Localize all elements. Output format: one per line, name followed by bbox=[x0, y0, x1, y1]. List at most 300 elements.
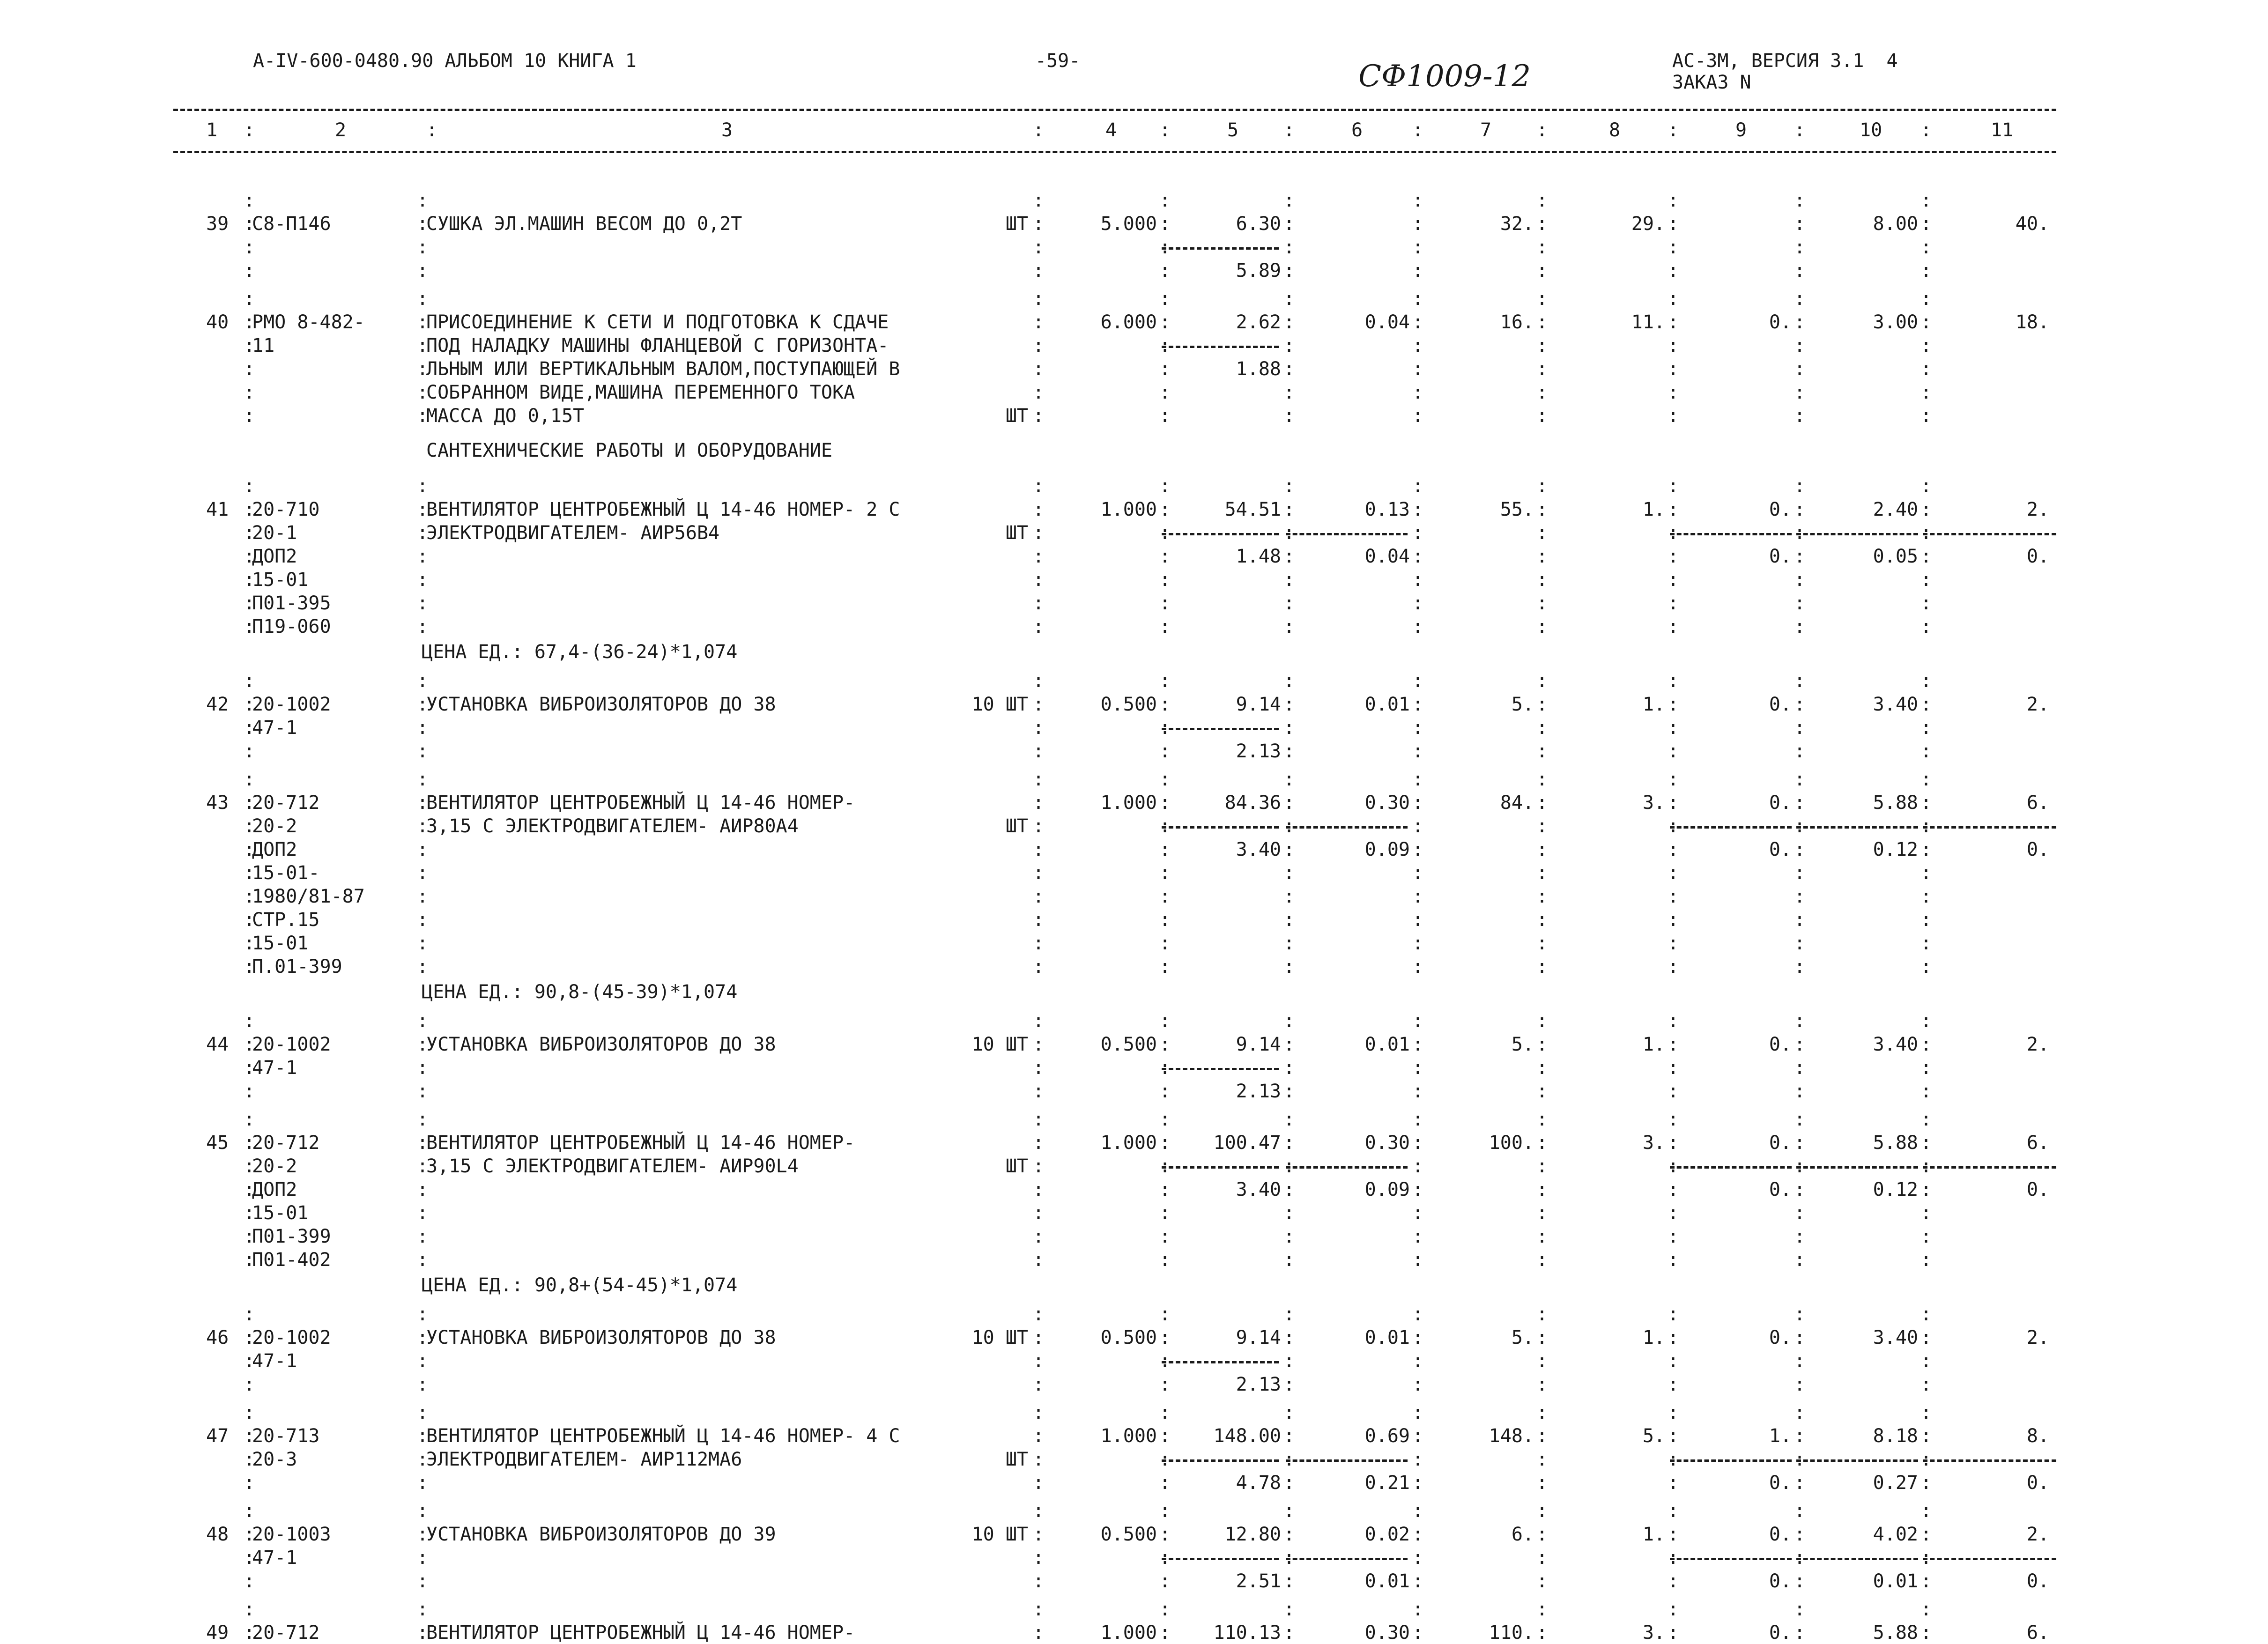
row-separator: : bbox=[1159, 1179, 1171, 1200]
rate-code: 20-712 bbox=[252, 792, 320, 814]
row-separator: : bbox=[1412, 475, 1424, 497]
row-separator: : bbox=[1536, 213, 1548, 235]
row-separator: : bbox=[1536, 569, 1548, 591]
work-description: ПОД НАЛАДКУ МАШИНЫ ФЛАНЦЕВОЙ С ГОРИЗОНТА- bbox=[426, 335, 889, 356]
row-separator: : bbox=[1920, 260, 1932, 281]
row-separator: : bbox=[1033, 815, 1045, 837]
row-separator: : bbox=[1283, 815, 1295, 837]
row-separator: : bbox=[1283, 1034, 1295, 1055]
row-separator: : bbox=[1283, 1010, 1295, 1032]
row-separator: : bbox=[1536, 956, 1548, 978]
row-separator: : bbox=[1668, 1472, 1679, 1494]
value-c10b: 0.12 bbox=[1873, 839, 1918, 860]
work-description: УСТАНОВКА ВИБРОИЗОЛЯТОРОВ ДО 38 bbox=[426, 694, 776, 715]
row-separator: : bbox=[1412, 1327, 1424, 1348]
value-c9: 1. bbox=[1769, 1425, 1792, 1447]
row-separator: : bbox=[1159, 405, 1171, 427]
work-description: ВЕНТИЛЯТОР ЦЕНТРОБЕЖНЫЙ Ц 14-46 НОМЕР- 2 С bbox=[426, 499, 900, 520]
column-header-4: 4 bbox=[1105, 119, 1117, 141]
row-separator: : bbox=[1283, 1226, 1295, 1247]
row-separator: : bbox=[1412, 1350, 1424, 1372]
row-separator: : bbox=[417, 190, 429, 211]
row-separator: : bbox=[1033, 670, 1045, 692]
row-separator: : bbox=[417, 1350, 429, 1372]
row-separator: : bbox=[1920, 1402, 1932, 1423]
rate-code-line: 47-1 bbox=[252, 717, 297, 739]
row-separator: : bbox=[1794, 670, 1806, 692]
value-c11: 2. bbox=[2026, 1034, 2049, 1055]
row-separator: : bbox=[1920, 335, 1932, 356]
value-c6: 0.13 bbox=[1364, 499, 1410, 520]
value-c5b: 3.40 bbox=[1236, 839, 1281, 860]
row-separator: : bbox=[1536, 1599, 1548, 1620]
row-separator: : bbox=[1412, 670, 1424, 692]
row-separator: : bbox=[1033, 839, 1045, 860]
row-separator: : bbox=[244, 1034, 255, 1055]
subtotal-rule bbox=[1923, 533, 2056, 535]
row-separator: : bbox=[1794, 1374, 1806, 1395]
row-separator: : bbox=[244, 694, 255, 715]
row-separator: : bbox=[1159, 862, 1171, 884]
row-separator: : bbox=[1412, 260, 1424, 281]
row-separator: : bbox=[1794, 1249, 1806, 1271]
value-c4: 5.000 bbox=[1100, 213, 1157, 235]
row-separator: : bbox=[1283, 909, 1295, 931]
row-separator: : bbox=[244, 1425, 255, 1447]
row-separator: : bbox=[1794, 1081, 1806, 1102]
row-separator: : bbox=[1412, 1057, 1424, 1079]
row-separator: : bbox=[417, 933, 429, 954]
row-separator: : bbox=[1920, 1622, 1932, 1644]
row-separator: : bbox=[1033, 769, 1045, 790]
value-c11: 6. bbox=[2026, 1622, 2049, 1644]
rate-code: 20-1002 bbox=[252, 1327, 331, 1348]
rate-code: 20-1003 bbox=[252, 1524, 331, 1545]
row-separator: : bbox=[244, 1057, 255, 1079]
row-separator: : bbox=[244, 1402, 255, 1423]
row-separator: : bbox=[1668, 335, 1679, 356]
row-separator: : bbox=[1283, 311, 1295, 333]
row-separator: : bbox=[1159, 1155, 1171, 1177]
row-separator: : bbox=[1536, 522, 1548, 544]
rate-code: 20-712 bbox=[252, 1132, 320, 1154]
row-separator: : bbox=[1159, 237, 1171, 258]
row-separator: : bbox=[244, 475, 255, 497]
row-separator: : bbox=[1159, 1599, 1171, 1620]
row-separator: : bbox=[1159, 1350, 1171, 1372]
row-separator: : bbox=[1283, 1524, 1295, 1545]
row-separator: : bbox=[1536, 1350, 1548, 1372]
row-separator: : bbox=[1283, 1350, 1295, 1372]
row-separator: : bbox=[1668, 1202, 1679, 1224]
row-separator: : bbox=[1668, 1303, 1679, 1325]
row-separator: : bbox=[1033, 1599, 1045, 1620]
row-separator: : bbox=[417, 616, 429, 637]
value-c7: 5. bbox=[1511, 1327, 1534, 1348]
row-separator: : bbox=[1668, 1132, 1679, 1154]
value-c6b: 0.21 bbox=[1364, 1472, 1410, 1494]
row-separator: : bbox=[1668, 1350, 1679, 1372]
row-separator: : bbox=[417, 358, 429, 380]
value-c8: 1. bbox=[1642, 694, 1665, 715]
row-separator: : bbox=[244, 769, 255, 790]
row-separator: : bbox=[417, 1374, 429, 1395]
row-separator: : bbox=[1283, 1132, 1295, 1154]
row-separator: : bbox=[1159, 1303, 1171, 1325]
row-separator: : bbox=[1412, 213, 1424, 235]
subtotal-rule bbox=[1162, 346, 1279, 348]
row-separator: : bbox=[1412, 769, 1424, 790]
row-separator: : bbox=[1794, 190, 1806, 211]
row-separator: : bbox=[417, 839, 429, 860]
row-separator: : bbox=[244, 1109, 255, 1130]
row-separator: : bbox=[1159, 1622, 1171, 1644]
row-separator: : bbox=[1159, 933, 1171, 954]
value-c11b: 0. bbox=[2026, 839, 2049, 860]
row-separator: : bbox=[244, 190, 255, 211]
row-number: 40 bbox=[206, 311, 229, 333]
rate-code-line: ДОП2 bbox=[252, 839, 297, 860]
row-number: 39 bbox=[206, 213, 229, 235]
row-separator: : bbox=[1536, 405, 1548, 427]
value-c9b: 0. bbox=[1769, 1179, 1792, 1200]
row-separator: : bbox=[1668, 1524, 1679, 1545]
row-separator: : bbox=[1159, 1472, 1171, 1494]
row-separator: : bbox=[1412, 1425, 1424, 1447]
row-separator: : bbox=[1920, 1010, 1932, 1032]
rate-code-line: 11 bbox=[252, 335, 275, 356]
subtotal-rule bbox=[1670, 826, 1792, 829]
row-separator: : bbox=[1920, 1303, 1932, 1325]
row-separator: : bbox=[1033, 499, 1045, 520]
row-separator: : bbox=[1794, 546, 1806, 567]
row-separator: : bbox=[1033, 311, 1045, 333]
row-separator: : bbox=[1920, 839, 1932, 860]
row-separator: : bbox=[1794, 1350, 1806, 1372]
rate-code-line: П19-060 bbox=[252, 616, 331, 637]
row-separator: : bbox=[1536, 1179, 1548, 1200]
value-c4: 1.000 bbox=[1100, 499, 1157, 520]
work-description: ВЕНТИЛЯТОР ЦЕНТРОБЕЖНЫЙ Ц 14-46 НОМЕР- 4 С bbox=[426, 1425, 900, 1447]
row-separator: : bbox=[1033, 382, 1045, 403]
row-separator: : bbox=[1283, 1249, 1295, 1271]
row-separator: : bbox=[1536, 616, 1548, 637]
row-separator: : bbox=[1412, 1226, 1424, 1247]
value-c5b: 2.13 bbox=[1236, 741, 1281, 762]
row-separator: : bbox=[1283, 1202, 1295, 1224]
row-separator: : bbox=[1159, 358, 1171, 380]
row-separator: : bbox=[1159, 1202, 1171, 1224]
row-separator: : bbox=[1794, 862, 1806, 884]
row-separator: : bbox=[1794, 1570, 1806, 1592]
row-separator: : bbox=[417, 569, 429, 591]
row-separator: : bbox=[1536, 546, 1548, 567]
row-separator: : bbox=[1794, 405, 1806, 427]
unit-label: ШТ bbox=[1005, 1449, 1028, 1470]
row-separator: : bbox=[417, 886, 429, 907]
value-c8: 1. bbox=[1642, 1034, 1665, 1055]
row-separator: : bbox=[1283, 1374, 1295, 1395]
row-separator: : bbox=[1536, 1472, 1548, 1494]
row-separator: : bbox=[1536, 1449, 1548, 1470]
row-separator: : bbox=[1283, 1327, 1295, 1348]
row-separator: : bbox=[1536, 694, 1548, 715]
row-separator: : bbox=[1536, 839, 1548, 860]
row-separator: : bbox=[1794, 1599, 1806, 1620]
row-separator: : bbox=[244, 1472, 255, 1494]
row-separator: : bbox=[1920, 1109, 1932, 1130]
row-separator: : bbox=[1536, 475, 1548, 497]
row-separator: : bbox=[244, 1350, 255, 1372]
row-separator: : bbox=[1412, 1303, 1424, 1325]
row-separator: : bbox=[244, 886, 255, 907]
row-separator: : bbox=[1033, 546, 1045, 567]
row-separator: : bbox=[1159, 546, 1171, 567]
row-separator: : bbox=[1920, 792, 1932, 814]
value-c6: 0.01 bbox=[1364, 694, 1410, 715]
row-separator: : bbox=[244, 522, 255, 544]
column-header-7: 7 bbox=[1480, 119, 1492, 141]
value-c5: 2.62 bbox=[1236, 311, 1281, 333]
value-c4: 0.500 bbox=[1100, 1327, 1157, 1348]
subtotal-rule bbox=[1796, 1558, 1918, 1560]
row-separator: : bbox=[417, 522, 429, 544]
row-separator: : bbox=[1920, 1449, 1932, 1470]
row-number: 48 bbox=[206, 1524, 229, 1545]
subtotal-rule bbox=[1796, 533, 1918, 535]
rate-code-line: 47-1 bbox=[252, 1547, 297, 1569]
row-separator: : bbox=[1920, 213, 1932, 235]
row-separator: : bbox=[1668, 405, 1679, 427]
row-separator: : bbox=[1412, 909, 1424, 931]
subtotal-rule bbox=[1670, 1558, 1792, 1560]
row-number: 46 bbox=[206, 1327, 229, 1348]
value-c8: 1. bbox=[1642, 1327, 1665, 1348]
row-separator: : bbox=[1794, 358, 1806, 380]
work-description: УСТАНОВКА ВИБРОИЗОЛЯТОРОВ ДО 38 bbox=[426, 1327, 776, 1348]
row-separator: : bbox=[1412, 839, 1424, 860]
row-separator: : bbox=[417, 592, 429, 614]
row-separator: : bbox=[1412, 1034, 1424, 1055]
row-separator: : bbox=[1920, 1034, 1932, 1055]
row-separator: : bbox=[1668, 839, 1679, 860]
row-separator: : bbox=[244, 382, 255, 403]
row-separator: : bbox=[1283, 1449, 1295, 1470]
row-separator: : bbox=[244, 792, 255, 814]
row-separator: : bbox=[1668, 670, 1679, 692]
value-c5: 110.13 bbox=[1213, 1622, 1281, 1644]
row-separator: : bbox=[1283, 260, 1295, 281]
value-c7: 100. bbox=[1489, 1132, 1534, 1154]
rate-code-line: П01-395 bbox=[252, 592, 331, 614]
row-separator: : bbox=[244, 956, 255, 978]
subtotal-rule bbox=[1162, 826, 1279, 829]
row-separator: : bbox=[1412, 190, 1424, 211]
row-separator: : bbox=[1920, 475, 1932, 497]
row-separator: : bbox=[1159, 475, 1171, 497]
row-separator: : bbox=[1283, 717, 1295, 739]
row-separator: : bbox=[1033, 792, 1045, 814]
row-separator: : bbox=[1536, 933, 1548, 954]
row-separator: : bbox=[1159, 815, 1171, 837]
row-separator: : bbox=[244, 616, 255, 637]
row-separator: : bbox=[1920, 1202, 1932, 1224]
row-separator: : bbox=[1033, 335, 1045, 356]
row-separator: : bbox=[1668, 769, 1679, 790]
row-separator: : bbox=[1794, 1524, 1806, 1545]
value-c6: 0.01 bbox=[1364, 1034, 1410, 1055]
value-c4: 0.500 bbox=[1100, 1524, 1157, 1545]
value-c8: 1. bbox=[1642, 1524, 1665, 1545]
row-separator: : bbox=[417, 1327, 429, 1348]
row-separator: : bbox=[1794, 311, 1806, 333]
row-separator: : bbox=[1283, 670, 1295, 692]
row-separator: : bbox=[417, 815, 429, 837]
row-separator: : bbox=[244, 288, 255, 310]
row-separator: : bbox=[1159, 670, 1171, 692]
row-separator: : bbox=[1668, 190, 1679, 211]
row-separator: : bbox=[1283, 1303, 1295, 1325]
row-separator: : bbox=[417, 694, 429, 715]
row-separator: : bbox=[417, 1109, 429, 1130]
work-description: ВЕНТИЛЯТОР ЦЕНТРОБЕЖНЫЙ Ц 14-46 НОМЕР- bbox=[426, 1622, 855, 1644]
row-separator: : bbox=[417, 670, 429, 692]
row-separator: : bbox=[1033, 933, 1045, 954]
value-c10: 3.00 bbox=[1873, 311, 1918, 333]
row-separator: : bbox=[1536, 311, 1548, 333]
row-separator: : bbox=[1033, 1374, 1045, 1395]
row-separator: : bbox=[1159, 522, 1171, 544]
row-separator: : bbox=[1159, 335, 1171, 356]
row-separator: : bbox=[1668, 311, 1679, 333]
row-separator: : bbox=[1033, 886, 1045, 907]
column-header-8: 8 bbox=[1609, 119, 1621, 141]
row-separator: : bbox=[1536, 499, 1548, 520]
row-separator: : bbox=[1283, 190, 1295, 211]
value-c8: 11. bbox=[1631, 311, 1665, 333]
row-separator: : bbox=[1794, 1449, 1806, 1470]
column-header-separator: : bbox=[1412, 119, 1424, 141]
row-separator: : bbox=[1668, 499, 1679, 520]
value-c11b: 0. bbox=[2026, 1179, 2049, 1200]
row-separator: : bbox=[244, 1449, 255, 1470]
subtotal-rule bbox=[1162, 1068, 1279, 1070]
row-separator: : bbox=[1668, 237, 1679, 258]
row-separator: : bbox=[1283, 546, 1295, 567]
row-separator: : bbox=[1159, 1374, 1171, 1395]
row-separator: : bbox=[1794, 1155, 1806, 1177]
row-separator: : bbox=[1794, 592, 1806, 614]
row-separator: : bbox=[1536, 886, 1548, 907]
row-separator: : bbox=[1920, 1425, 1932, 1447]
row-separator: : bbox=[1412, 1500, 1424, 1522]
rate-code-line: ДОП2 bbox=[252, 546, 297, 567]
row-separator: : bbox=[1668, 862, 1679, 884]
section-heading: САНТЕХНИЧЕСКИЕ РАБОТЫ И ОБОРУДОВАНИЕ bbox=[426, 440, 832, 461]
row-separator: : bbox=[244, 862, 255, 884]
value-c9b: 0. bbox=[1769, 839, 1792, 860]
row-separator: : bbox=[1283, 499, 1295, 520]
row-number: 49 bbox=[206, 1622, 229, 1644]
value-c8: 3. bbox=[1642, 792, 1665, 814]
row-separator: : bbox=[1668, 213, 1679, 235]
row-separator: : bbox=[1536, 792, 1548, 814]
rate-code-line: СТР.15 bbox=[252, 909, 320, 931]
unit-label: ШТ bbox=[1005, 815, 1028, 837]
value-c9: 0. bbox=[1769, 792, 1792, 814]
work-description: ЭЛЕКТРОДВИГАТЕЛЕМ- АИР112МА6 bbox=[426, 1449, 742, 1470]
row-separator: : bbox=[1412, 1179, 1424, 1200]
row-separator: : bbox=[1920, 1599, 1932, 1620]
work-description: УСТАНОВКА ВИБРОИЗОЛЯТОРОВ ДО 38 bbox=[426, 1034, 776, 1055]
row-separator: : bbox=[1536, 670, 1548, 692]
row-separator: : bbox=[417, 1249, 429, 1271]
value-c5: 148.00 bbox=[1213, 1425, 1281, 1447]
row-separator: : bbox=[417, 546, 429, 567]
value-c7: 5. bbox=[1511, 1034, 1534, 1055]
row-separator: : bbox=[1412, 1081, 1424, 1102]
column-header-separator: : bbox=[1159, 119, 1171, 141]
rate-code-line: П01-399 bbox=[252, 1226, 331, 1247]
value-c6: 0.04 bbox=[1364, 311, 1410, 333]
row-separator: : bbox=[1159, 1402, 1171, 1423]
unit-label: ШТ bbox=[1005, 1155, 1028, 1177]
row-separator: : bbox=[1794, 522, 1806, 544]
row-separator: : bbox=[1920, 1547, 1932, 1569]
value-c10: 3.40 bbox=[1873, 1327, 1918, 1348]
row-separator: : bbox=[1920, 288, 1932, 310]
row-separator: : bbox=[1033, 1500, 1045, 1522]
row-separator: : bbox=[417, 741, 429, 762]
row-separator: : bbox=[1794, 741, 1806, 762]
column-header-separator: : bbox=[1794, 119, 1806, 141]
row-separator: : bbox=[1412, 288, 1424, 310]
row-separator: : bbox=[1794, 213, 1806, 235]
value-c5b: 2.13 bbox=[1236, 1374, 1281, 1395]
row-separator: : bbox=[1668, 886, 1679, 907]
row-separator: : bbox=[1412, 862, 1424, 884]
row-separator: : bbox=[1794, 1226, 1806, 1247]
column-header-6: 6 bbox=[1351, 119, 1363, 141]
work-description: ПРИСОЕДИНЕНИЕ К СЕТИ И ПОДГОТОВКА К СДАЧЕ bbox=[426, 311, 889, 333]
row-separator: : bbox=[1794, 382, 1806, 403]
row-separator: : bbox=[1159, 839, 1171, 860]
row-number: 41 bbox=[206, 499, 229, 520]
value-c5: 6.30 bbox=[1236, 213, 1281, 235]
row-separator: : bbox=[1159, 616, 1171, 637]
row-separator: : bbox=[1536, 1202, 1548, 1224]
row-separator: : bbox=[1536, 1524, 1548, 1545]
subtotal-rule bbox=[1162, 247, 1279, 250]
row-separator: : bbox=[1668, 717, 1679, 739]
value-c7: 5. bbox=[1511, 694, 1534, 715]
row-number: 43 bbox=[206, 792, 229, 814]
value-c6: 0.01 bbox=[1364, 1327, 1410, 1348]
row-separator: : bbox=[1159, 741, 1171, 762]
value-c10: 5.88 bbox=[1873, 792, 1918, 814]
row-separator: : bbox=[1794, 769, 1806, 790]
row-separator: : bbox=[1794, 237, 1806, 258]
value-c9: 0. bbox=[1769, 1327, 1792, 1348]
row-separator: : bbox=[1283, 475, 1295, 497]
row-separator: : bbox=[1159, 717, 1171, 739]
row-separator: : bbox=[1920, 499, 1932, 520]
row-separator: : bbox=[1668, 522, 1679, 544]
row-separator: : bbox=[1668, 288, 1679, 310]
row-separator: : bbox=[1412, 1449, 1424, 1470]
subtotal-rule bbox=[1670, 1459, 1792, 1462]
row-separator: : bbox=[417, 1622, 429, 1644]
